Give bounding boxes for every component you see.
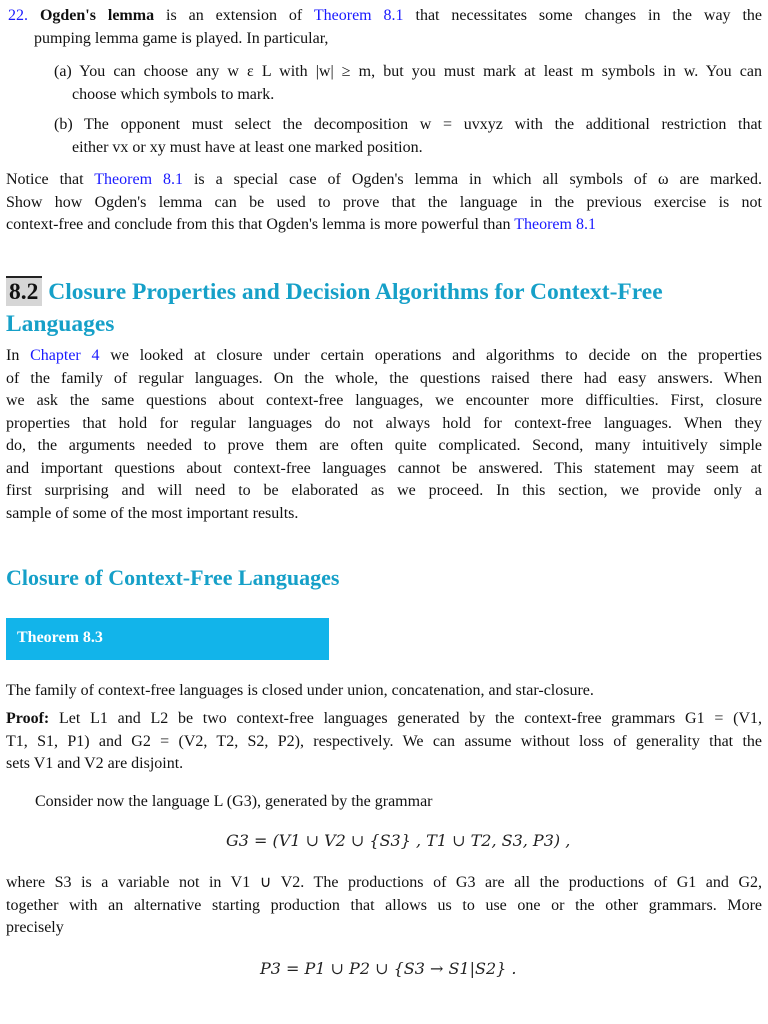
text: Notice that [6, 171, 95, 188]
exercise-lead: Ogden's lemma [39, 7, 155, 24]
notice-paragraph [6, 169, 762, 237]
equation-p3: P3 = P1 ∪ P2 ∪ {S3 → S1|S2} . [260, 959, 517, 978]
consider-line [35, 791, 755, 814]
intro-line-4: properties that hold for regular languages do not always hold for context-free languages. When they [6, 414, 762, 432]
theorem-label: Theorem 8.3 [17, 629, 103, 646]
equation-g3: G3 = (V1 ∪ V2 ∪ {S3} , T1 ∪ T2, S3, P3) , [226, 831, 571, 850]
consider-text: Consider now the language L (G3), generated by the grammar [35, 793, 433, 810]
proof-label: Proof: [6, 710, 50, 727]
text: Let L1 and L2 be two context-free languages generated by the context-free grammars G1 = (V1, [49, 710, 762, 727]
intro-line-3: we ask the same questions about context-free languages, we encounter more difficulties. First, closure [6, 392, 762, 409]
text: is a special case of Ogden's lemma in which all symbols of ω are marked. [183, 171, 763, 188]
section-heading [6, 276, 762, 340]
text: that necessitates some changes in the way the [403, 7, 763, 24]
theorem-8-1-link[interactable]: Theorem 8.1 [514, 216, 596, 233]
where-line-2: together with an alternative starting production that allows us to use one or the other grammars. More [6, 896, 762, 914]
exercise-item-b [54, 114, 762, 159]
intro-line-8: sample of some of the most important results. [6, 504, 299, 522]
section-heading-line-1 [6, 276, 762, 308]
item-b-line-1: (b) The opponent must select the decomposition w = uvxyz with the additional restriction that [54, 116, 762, 133]
theorem-8-1-link[interactable]: Theorem 8.1 [313, 7, 404, 24]
subsection-heading: Closure of Context-Free Languages [6, 565, 340, 590]
where-line-3: precisely [6, 919, 64, 936]
intro-line-1 [6, 345, 762, 368]
exercise-line-2: pumping lemma game is played. In particular, [34, 29, 329, 47]
theorem-box [6, 618, 329, 660]
exercise-number[interactable]: 22. [8, 7, 28, 24]
proof-line-3: sets V1 and V2 are disjoint. [6, 755, 184, 772]
text: is an extension of [154, 7, 314, 24]
where-paragraph [6, 872, 762, 940]
exercise-line-1 [8, 5, 762, 28]
intro-paragraph [6, 345, 762, 525]
text: context-free and conclude from this that Ogden's lemma is more powerful than [6, 216, 515, 233]
section-title-part-2: Languages [6, 311, 115, 337]
intro-line-7: first surprising and will need to be elaborated as we proceed. In this section, we provide only a [6, 482, 762, 499]
where-line-1: where S3 is a variable not in V1 ∪ V2. The productions of G3 are all the productions of G1 and G2, [6, 874, 762, 891]
notice-line-2: Show how Ogden's lemma can be used to prove that the language in the previous exercise is not [6, 193, 762, 211]
theorem-statement-text: The family of context-free languages is closed under union, concatenation, and star-closure. [6, 682, 594, 699]
item-a-line-1: (a) You can choose any w ε L with |w| ≥ m, but you must mark at least m symbols in w. You can [54, 63, 762, 80]
theorem-8-1-link[interactable]: Theorem 8.1 [94, 171, 183, 188]
intro-line-5: do, the arguments needed to prove them are often quite complicated. Second, many intuitively simple [6, 437, 762, 454]
section-title-part-1: Closure Properties and Decision Algorithms for Context-Free [42, 279, 663, 305]
intro-line-6: and important questions about context-free languages cannot be answered. This statement may seem at [6, 459, 762, 477]
chapter-4-link[interactable]: Chapter 4 [30, 347, 100, 364]
notice-line-1 [6, 169, 762, 192]
theorem-statement [6, 680, 762, 703]
item-a-line-2: choose which symbols to mark. [72, 85, 275, 103]
proof-paragraph [6, 708, 762, 776]
text: we looked at closure under certain operations and algorithms to decide on the properties [99, 347, 763, 364]
exercise-22 [8, 5, 762, 50]
intro-line-2: of the family of regular languages. On the whole, the questions raised there had easy answers. When [6, 369, 762, 387]
text: In [6, 347, 31, 364]
exercise-item-a [54, 61, 762, 106]
proof-line-1 [6, 708, 762, 731]
item-b-line-2: either vx or xy must have at least one marked position. [72, 138, 423, 156]
section-number: 8.2 [6, 276, 42, 306]
proof-line-2: T1, S1, P1) and G2 = (V2, T2, S2, P2), respectively. We can assume without loss of generality that the [6, 732, 762, 750]
notice-line-3 [6, 214, 762, 237]
